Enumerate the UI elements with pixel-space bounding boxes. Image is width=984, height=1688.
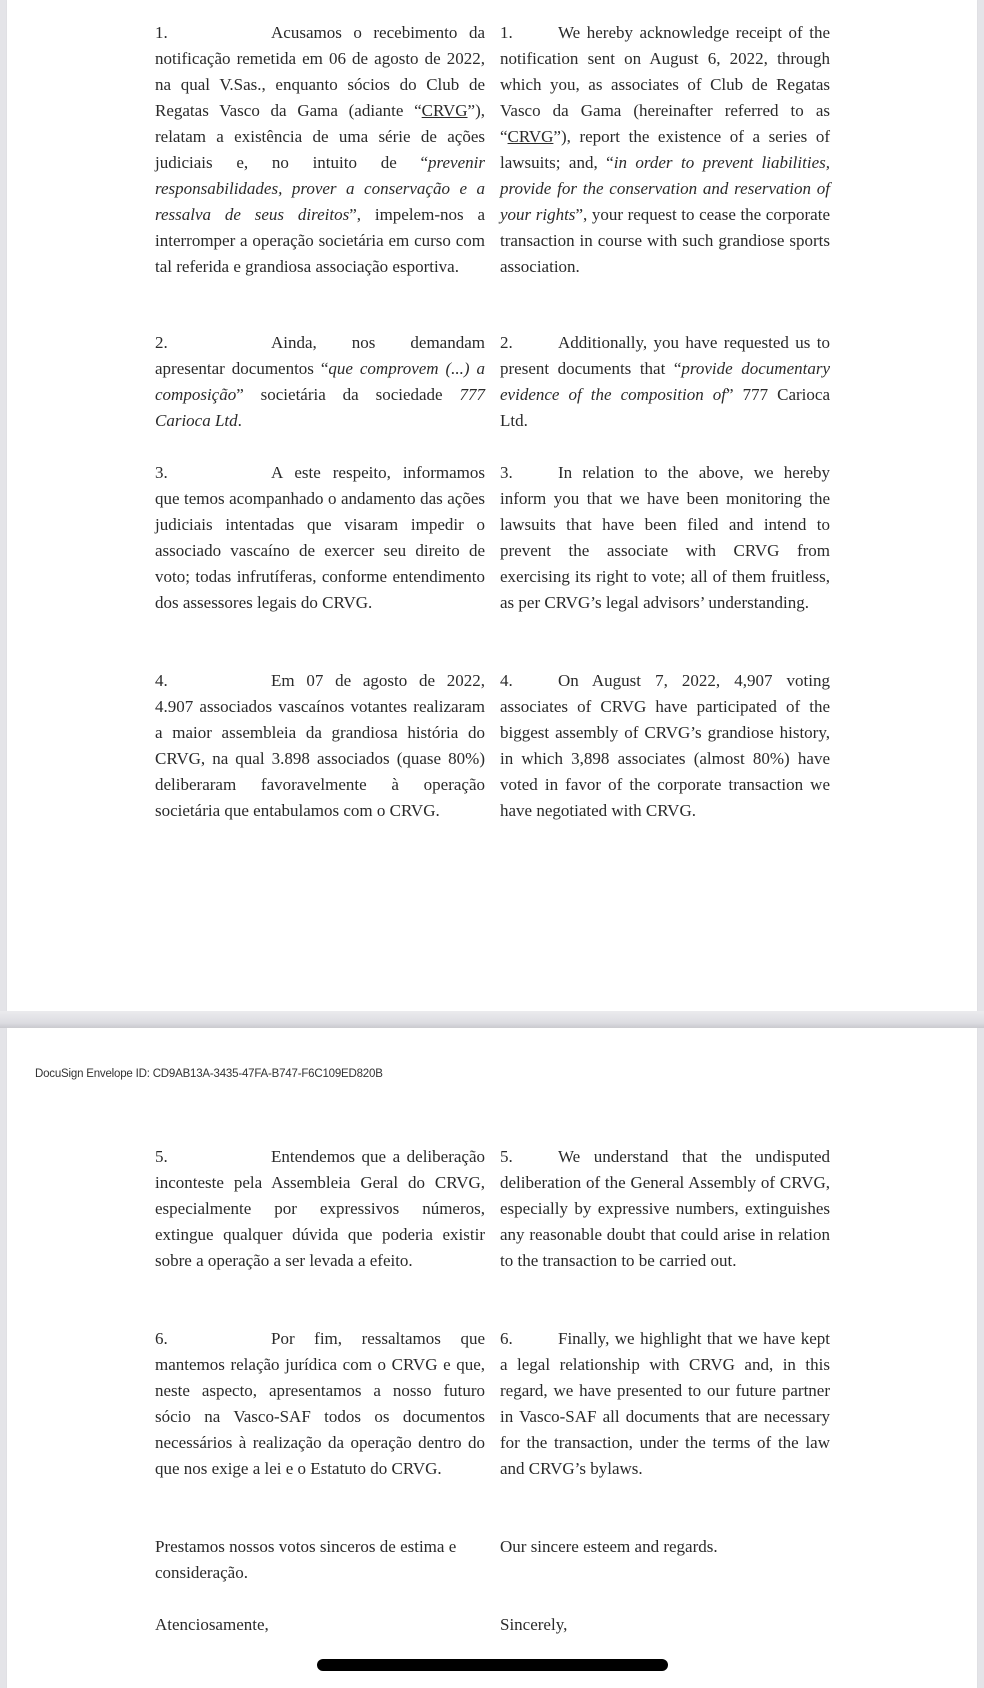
paragraph-en-2	[500, 330, 830, 434]
text-run: Em 07 de agosto de 2022, 4.907 associados vascaínos votantes realizaram a maior assembleia da grandiosa história do CRVG, na qual 3.898 associados (quase 80%) deliberaram favoravelmente à operação societária que entabulamos com o CRVG.	[155, 671, 485, 820]
text-run: Por fim, ressaltamos que mantemos relação jurídica com o CRVG e que, neste aspecto, apresentamos a nosso futuro sócio na Vasco-SAF todos os documentos necessários à realização da operação dentro do que nos exige a lei e o Estatuto do CRVG.	[155, 1329, 485, 1478]
paragraph-text	[500, 668, 830, 824]
paragraph-number: 2.	[155, 333, 168, 352]
paragraph-text	[155, 1326, 485, 1482]
paragraph-en-5	[500, 1144, 830, 1274]
defined-term: CRVG	[507, 127, 554, 146]
paragraph-pt-5	[155, 1144, 485, 1274]
paragraph-pt-2	[155, 330, 485, 434]
paragraph-number: 4.	[500, 671, 513, 690]
closing-pt: Prestamos nossos votos sinceros de estima e consideração.	[155, 1537, 457, 1582]
text-run: ”), report the existence of a series of lawsuits; and, “	[500, 127, 830, 172]
italic-quote: 777 Carioca Ltd	[155, 385, 485, 430]
paragraph-text	[500, 330, 830, 434]
italic-quote: prevenir responsabilidades, prover a conservação e a ressalva de seus direitos	[155, 153, 485, 224]
document-page-2	[7, 1028, 977, 1688]
docusign-envelope-id: DocuSign Envelope ID: CD9AB13A-3435-47FA-B747-F6C109ED820B	[35, 1068, 383, 1080]
paragraph-number: 1.	[155, 23, 168, 42]
text-run: ” 777 Carioca Ltd.	[500, 385, 830, 430]
text-run: We understand that the undisputed deliberation of the General Assembly of CRVG, especially by expressive numbers, extinguishes any reasonable doubt that could arise in relation to the transaction to be carried out.	[500, 1147, 830, 1270]
paragraph-text	[155, 330, 485, 434]
paragraph-text	[155, 668, 485, 824]
text-run: Finally, we highlight that we have kept a legal relationship with CRVG and, in this regard, we have presented to our future partner in Vasco-SAF all documents that are necessary for the transaction, under the terms of the law and CRVG’s bylaws.	[500, 1329, 830, 1478]
text-run: ”, impelem-nos a interromper a operação societária em curso com tal referida e grandiosa associação esportiva.	[155, 205, 485, 276]
paragraph-number: 1.	[500, 23, 513, 42]
paragraph-en-4	[500, 668, 830, 824]
paragraph-number: 6.	[500, 1329, 513, 1348]
paragraph-number: 5.	[500, 1147, 513, 1166]
paragraph-number: 4.	[155, 671, 168, 690]
text-run: A este respeito, informamos que temos acompanhado o andamento das ações judiciais intentadas que visaram impedir o associado vascaíno de exercer seu direito de voto; todas infrutíferas, conforme entendimento dos assessores legais do CRVG.	[155, 463, 485, 612]
text-run: We hereby acknowledge receipt of the notification sent on August 6, 2022, through which you, as associates of Club de Regatas Vasco da Gama (hereinafter referred to as “	[500, 23, 830, 146]
paragraph-text	[155, 460, 485, 616]
closing-en: Our sincere esteem and regards.	[500, 1537, 718, 1556]
paragraph-text	[500, 20, 830, 280]
page-separator	[0, 1011, 984, 1028]
text-run: ”), relatam a existência de uma série de ações judiciais e, no intuito de “	[155, 101, 485, 172]
text-run: Additionally, you have requested us to present documents that “	[500, 333, 830, 378]
paragraph-pt-3	[155, 460, 485, 616]
text-run: ” societária da sociedade	[236, 385, 460, 404]
paragraph-en-6	[500, 1326, 830, 1482]
paragraph-pt-4	[155, 668, 485, 824]
paragraph-number: 3.	[155, 463, 168, 482]
defined-term: CRVG	[421, 101, 468, 120]
text-run: Ainda, nos demandam apresentar documentos “	[155, 333, 485, 378]
text-run: Acusamos o recebimento da notificação remetida em 06 de agosto de 2022, na qual V.Sas., enquanto sócios do Club de Regatas Vasco da Gama (adiante “	[155, 23, 485, 120]
signoff-pt: Atenciosamente,	[155, 1615, 269, 1634]
italic-quote: que comprovem (...) a composição	[155, 359, 485, 404]
italic-quote: provide documentary evidence of the composition of	[500, 359, 830, 404]
paragraph-text	[500, 1144, 830, 1274]
text-run: ”, your request to cease the corporate transaction in course with such grandiose sports association.	[500, 205, 830, 276]
paragraph-pt-1	[155, 20, 485, 280]
paragraph-number: 5.	[155, 1147, 168, 1166]
paragraph-number: 2.	[500, 333, 513, 352]
paragraph-en-3	[500, 460, 830, 616]
paragraph-number: 3.	[500, 463, 513, 482]
text-run: Entendemos que a deliberação inconteste pela Assembleia Geral do CRVG, especialmente por expressivos números, extingue qualquer dúvida que poderia existir sobre a operação a ser levada a efeito.	[155, 1147, 485, 1270]
paragraph-text	[155, 1144, 485, 1274]
paragraph-number: 6.	[155, 1329, 168, 1348]
signoff-en: Sincerely,	[500, 1615, 568, 1634]
document-page-1	[7, 0, 977, 1011]
paragraph-text	[500, 1326, 830, 1482]
text-run: On August 7, 2022, 4,907 voting associates of CRVG have participated of the biggest assembly of CRVG’s grandiose history, in which 3,898 associates (almost 80%) have voted in favor of the corporate transaction we have negotiated with CRVG.	[500, 671, 830, 820]
paragraph-en-1	[500, 20, 830, 280]
italic-quote: in order to prevent liabilities, provide for the conservation and reservation of your rights	[500, 153, 830, 224]
text-run: In relation to the above, we hereby inform you that we have been monitoring the lawsuits that have been filed and intend to prevent the associate with CRVG from exercising its right to vote; all of them fruitless, as per CRVG’s legal advisors’ understanding.	[500, 463, 830, 612]
paragraph-text	[500, 460, 830, 616]
home-indicator-bar[interactable]	[317, 1659, 668, 1671]
paragraph-text	[155, 20, 485, 280]
paragraph-pt-6	[155, 1326, 485, 1482]
text-run: .	[237, 411, 242, 430]
